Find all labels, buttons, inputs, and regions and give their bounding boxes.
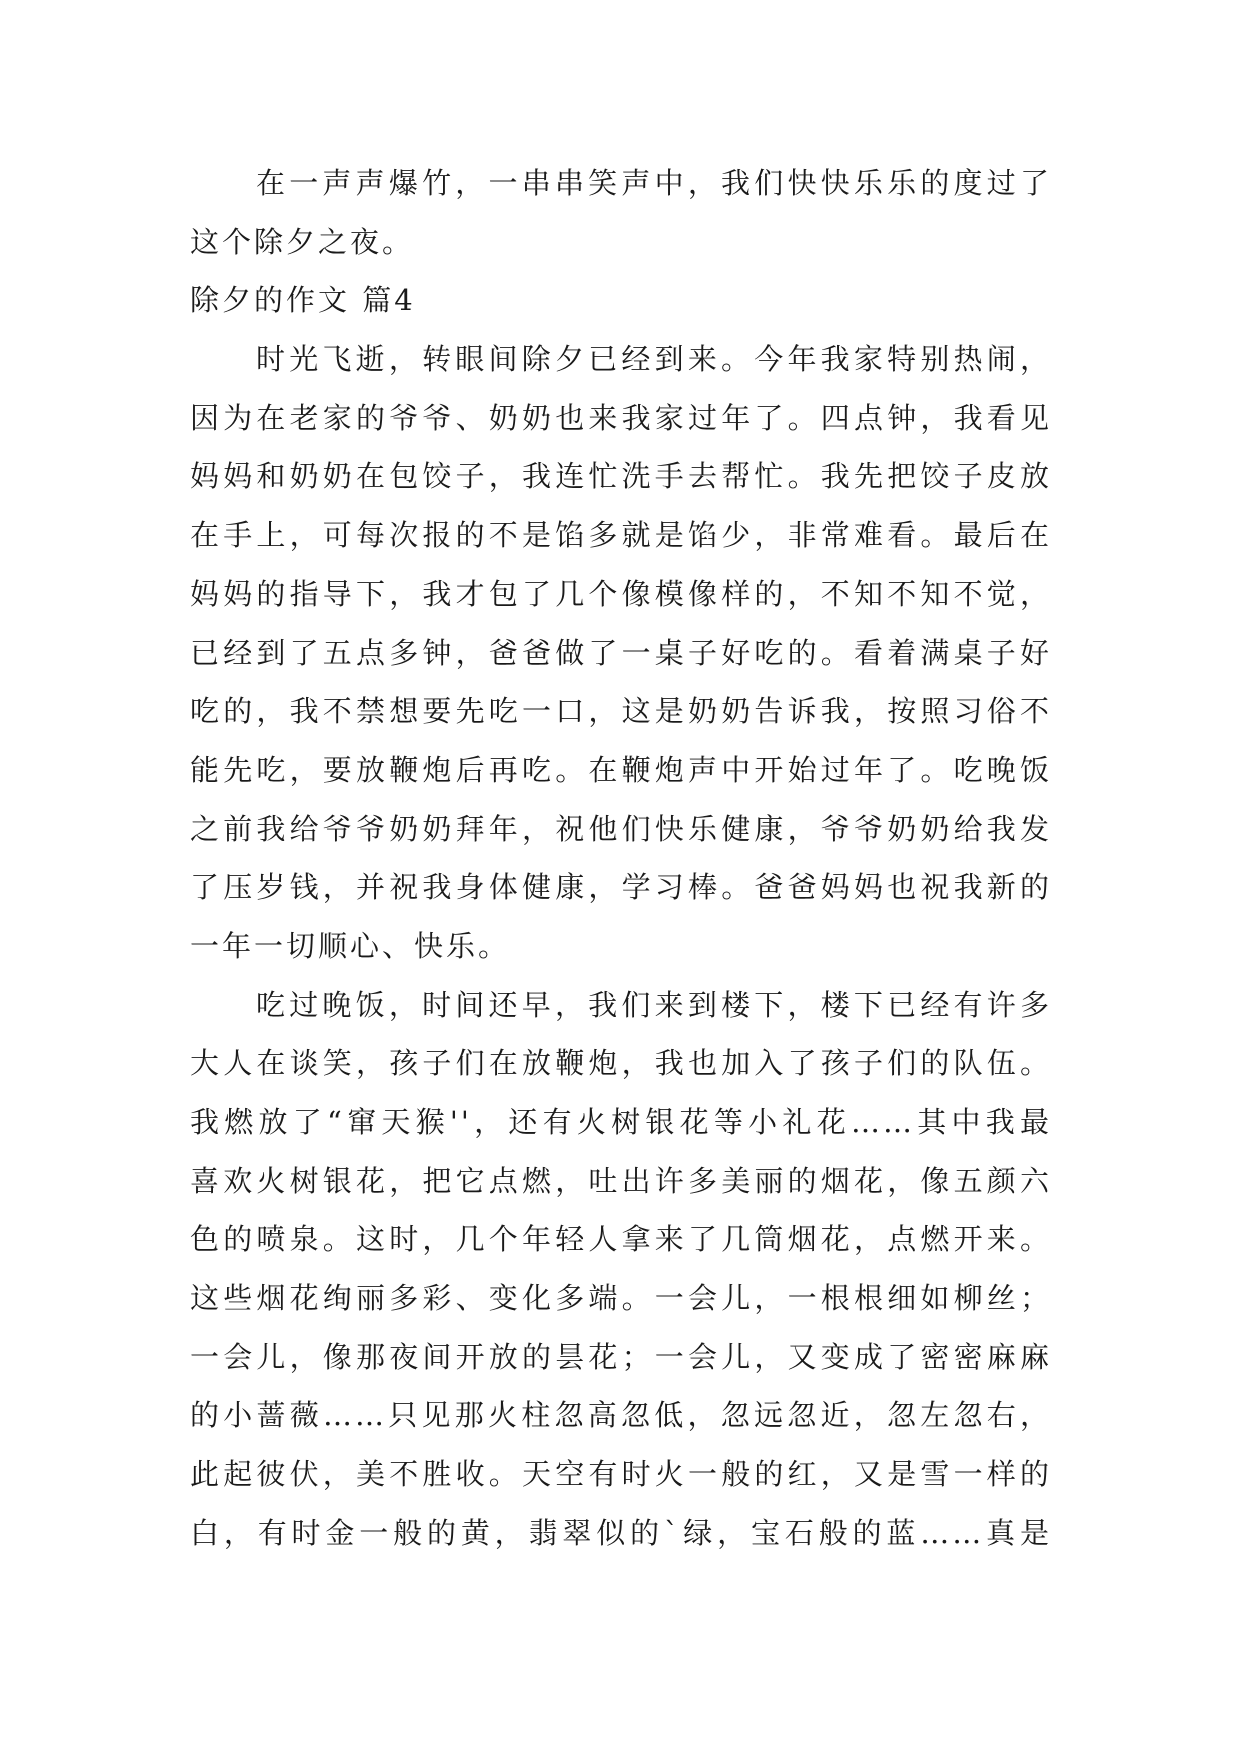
intro-paragraph xyxy=(190,154,1052,271)
document-body xyxy=(190,154,1052,1563)
text-line: 色的喷泉。这时，几个年轻人拿来了几筒烟花，点燃开来。 xyxy=(190,1222,1052,1257)
text-line: 这个除夕之夜。 xyxy=(190,224,415,259)
text-line: 时光飞逝，转眼间除夕已经到来。今年我家特别热闹， xyxy=(256,342,1052,377)
paragraph-1 xyxy=(190,330,1052,976)
paragraph-2 xyxy=(190,976,1052,1563)
text-line: 喜欢火树银花，把它点燃，吐出许多美丽的烟花，像五颜六 xyxy=(190,1163,1052,1198)
text-line: 大人在谈笑，孩子们在放鞭炮，我也加入了孩子们的队伍。 xyxy=(190,1046,1052,1081)
text-line: 我燃放了“窜天猴''，还有火树银花等小礼花……其中我最 xyxy=(190,1105,1052,1139)
text-line: 妈妈和奶奶在包饺子，我连忙洗手去帮忙。我先把饺子皮放 xyxy=(190,459,1052,494)
text-line: 一年一切顺心、快乐。 xyxy=(190,928,511,963)
section-heading: 除夕的作文 篇4 xyxy=(190,283,416,318)
text-line: 在一声声爆竹，一串串笑声中，我们快快乐乐的度过了 xyxy=(256,166,1052,200)
text-line: 之前我给爷爷奶奶拜年，祝他们快乐健康，爷爷奶奶给我发 xyxy=(190,811,1052,846)
text-line: 在手上，可每次报的不是馅多就是馅少，非常难看。最后在 xyxy=(190,518,1052,553)
text-line: 妈妈的指导下，我才包了几个像模像样的，不知不知不觉， xyxy=(190,576,1052,611)
text-line: 已经到了五点多钟，爸爸做了一桌子好吃的。看着满桌子好 xyxy=(190,635,1052,670)
text-line: 吃的，我不禁想要先吃一口，这是奶奶告诉我，按照习俗不 xyxy=(190,694,1052,729)
text-line: 因为在老家的爷爷、奶奶也来我家过年了。四点钟，我看见 xyxy=(190,400,1052,435)
text-line: 这些烟花绚丽多彩、变化多端。一会儿，一根根细如柳丝； xyxy=(190,1281,1052,1316)
text-line: 吃过晚饭，时间还早，我们来到楼下，楼下已经有许多 xyxy=(256,987,1052,1022)
text-line: 此起彼伏，美不胜收。天空有时火一般的红，又是雪一样的 xyxy=(190,1457,1052,1492)
text-line: 了压岁钱，并祝我身体健康，学习棒。爸爸妈妈也祝我新的 xyxy=(190,870,1052,905)
text-line: 白，有时金一般的黄，翡翠似的`绿，宝石般的蓝……真是 xyxy=(190,1515,1052,1550)
text-line: 的小蔷薇……只见那火柱忽高忽低，忽远忽近，忽左忽右， xyxy=(190,1398,1052,1433)
text-line: 能先吃，要放鞭炮后再吃。在鞭炮声中开始过年了。吃晚饭 xyxy=(190,752,1052,787)
text-line: 一会儿，像那夜间开放的昙花；一会儿，又变成了密密麻麻 xyxy=(190,1339,1052,1374)
